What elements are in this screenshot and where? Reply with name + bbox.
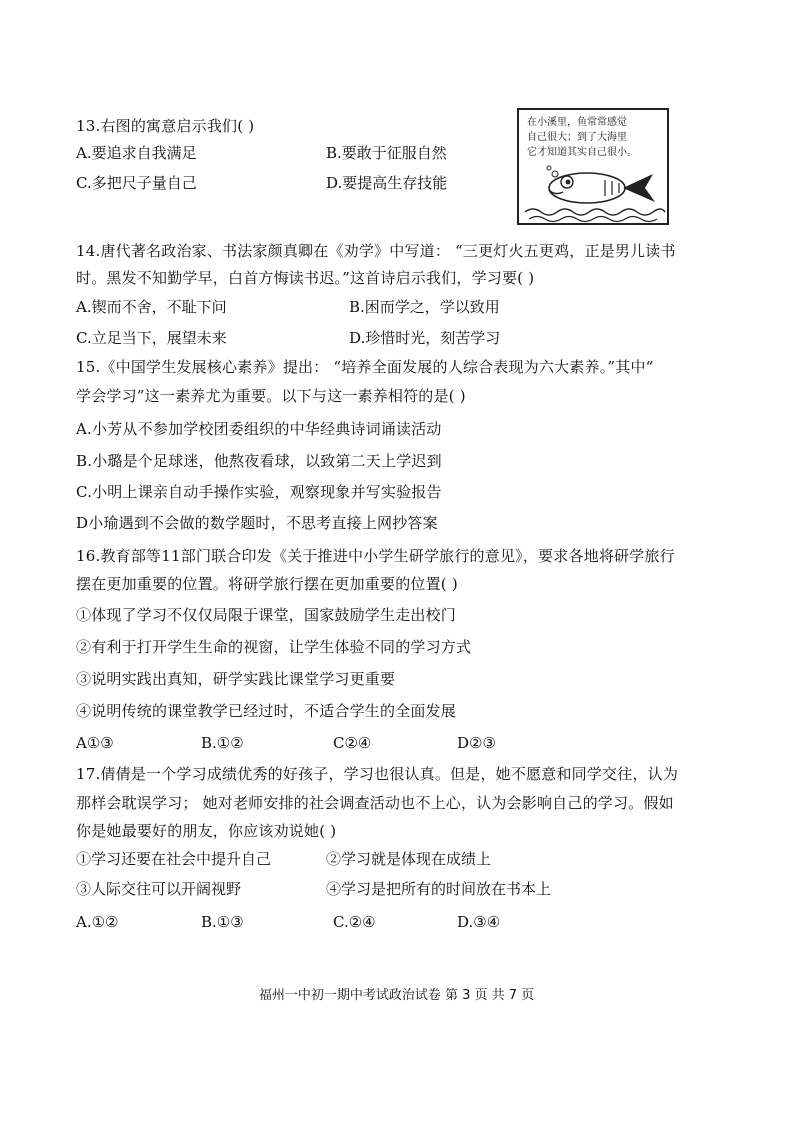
q13-option-d: D.要提高生存技能: [326, 174, 448, 192]
q16-option-c: C②④: [333, 734, 372, 752]
cartoon-caption-line2: 自己很大；到了大海里: [527, 132, 627, 143]
q14-option-a: A.锲而不舍，不耻下问: [76, 298, 227, 316]
cartoon-caption-line3: 它才知道其实自己很小。: [527, 147, 637, 158]
q17-statement-1: ①学习还要在社会中提升自己: [76, 850, 272, 868]
q15-option-b: B.小璐是个足球迷，他熬夜看球，以致第二天上学迟到: [76, 452, 442, 470]
q13-option-b: B.要敢于征服自然: [326, 144, 447, 162]
q15-stem-line2: 学会学习”这一素养尤为重要。以下与这一素养相符的是( ): [76, 387, 466, 405]
q15-stem-line1: 15.《中国学生发展核心素养》提出： “培养全面发展的人综合表现为六大素养。”其中“: [76, 358, 654, 376]
q16-statement-2: ②有利于打开学生生命的视窗，让学生体验不同的学习方式: [76, 638, 472, 656]
q17-stem-line1: 17.倩倩是一个学习成绩优秀的好孩子，学习也很认真。但是，她不愿意和同学交往，认为: [76, 765, 679, 783]
q13-stem: 13.右图的寓意启示我们( ): [76, 117, 255, 135]
q14-stem-line1: 14.唐代著名政治家、书法家颜真卿在《劝学》中写道： “三更灯火五更鸡，正是男儿读书: [76, 242, 676, 260]
q17-statement-2: ②学习就是体现在成绩上: [326, 850, 492, 868]
cartoon-caption-line1: 在小溪里，鱼常常感觉: [527, 117, 627, 128]
fish-cartoon: [517, 108, 669, 225]
q16-stem-line2: 摆在更加重要的位置。将研学旅行摆在更加重要的位置( ): [76, 575, 458, 593]
q16-statement-4: ④说明传统的课堂教学已经过时，不适合学生的全面发展: [76, 702, 457, 720]
q15-option-c: C.小明上课亲自动手操作实验，观察现象并写实验报告: [76, 483, 442, 501]
q17-stem-line2: 那样会耽误学习； 她对老师安排的社会调查活动也不上心，认为会影响自己的学习。假如: [76, 794, 674, 812]
q14-option-c: C.立足当下，展望未来: [76, 329, 227, 347]
q14-option-b: B.困而学之，学以致用: [349, 298, 500, 316]
q16-statement-1: ①体现了学习不仅仅局限于课堂，国家鼓励学生走出校门: [76, 606, 457, 624]
q14-option-d: D.珍惜时光，刻苦学习: [349, 329, 501, 347]
fish-drawing: [519, 162, 667, 224]
q17-stem-line3: 你是她最要好的朋友，你应该劝说她( ): [76, 822, 337, 840]
q13-option-a: A.要追求自我满足: [76, 144, 197, 162]
q17-option-b: B.①③: [201, 913, 244, 931]
q16-option-d: D②③: [457, 734, 496, 752]
q16-option-a: A①③: [76, 734, 114, 752]
q15-option-d: D小瑜遇到不会做的数学题时，不思考直接上网抄答案: [76, 514, 438, 532]
q17-statement-4: ④学习是把所有的时间放在书本上: [326, 880, 552, 898]
page-footer: 福州一中初一期中考试政治试卷 第 3 页 共 7 页: [258, 988, 535, 1003]
q17-option-c: C.②④: [333, 913, 376, 931]
q16-statement-3: ③说明实践出真知，研学实践比课堂学习更重要: [76, 670, 396, 688]
q17-option-d: D.③④: [457, 913, 501, 931]
q14-stem-line2: 时。黑发不知勤学早，白首方悔读书迟。”这首诗启示我们，学习要( ): [76, 269, 535, 287]
q17-statement-3: ③人际交往可以开阔视野: [76, 880, 242, 898]
q16-option-b: B.①②: [201, 734, 244, 752]
q16-stem-line1: 16.教育部等11部门联合印发《关于推进中小学生研学旅行的意见》，要求各地将研学旅行: [76, 547, 675, 565]
q17-option-a: A.①②: [76, 913, 119, 931]
q13-option-c: C.多把尺子量自己: [76, 174, 197, 192]
q15-option-a: A.小芳从不参加学校团委组织的中华经典诗词诵读活动: [76, 420, 442, 438]
